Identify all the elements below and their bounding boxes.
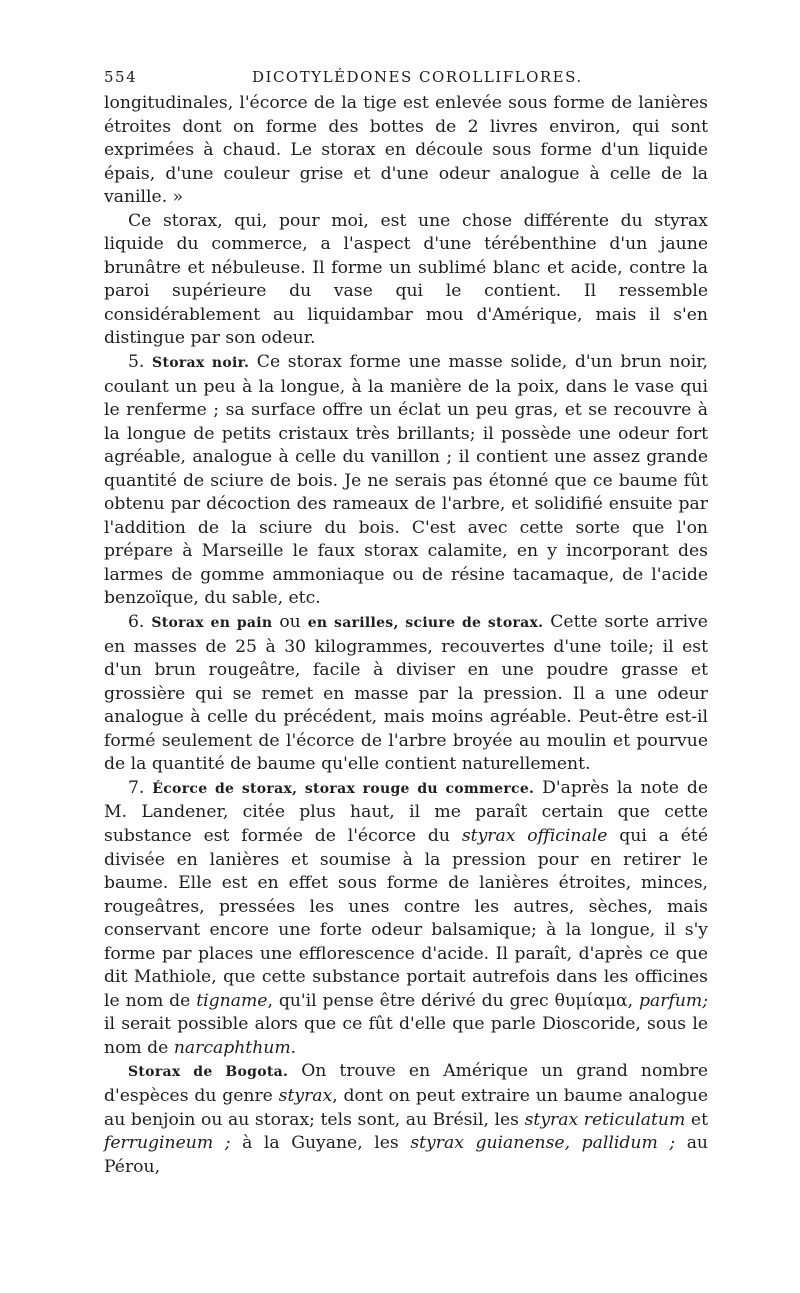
italic-term: styrax reticulatum: [524, 1109, 686, 1130]
paragraph-continued: longitudinales, l'écorce de la tige est enlevée sous forme de lanières étroites dont on forme des bottes de 2 livres environ, qui sont exprimées à chaud. Le storax en découle sous forme d'un liquide épais, d'une couleur grise et d'une odeur analogue à celle de la vanille. »: [104, 93, 708, 208]
text-run: ,: [627, 990, 634, 1011]
document-page: [104, 66, 708, 1179]
italic-term: styrax officinale: [461, 825, 608, 846]
page-number: 554: [104, 68, 138, 86]
paragraph-commentary: Ce storax, qui, pour moi, est une chose différente du styrax liquide du commerce, a l'aspect d'une térébenthine d'un jaune brunâtre et nébuleuse. Il forme un sublimé blanc et acide, contre la paroi supérieure du vase qui le contient. Il ressemble considérablement au liquidambar mou d'Amérique, mais il s'en distingue par son odeur.: [104, 210, 708, 349]
section-storax-en-pain: [104, 611, 708, 777]
section-text: Ce storax forme une masse solide, d'un brun noir, coulant un peu à la longue, à la manière de la poix, dans le vase qui le renferme ; sa surface offre un éclat un peu gras, et se recouvre à la longue de petits cristaux très brillants; il possède une odeur fort agréable, analogue à celle du vanillon ; il contient une assez grande quantité de sciure de bois. Je ne serais pas étonné que ce baume fût obtenu par décoction des rameaux de l'arbre, et solidifié ensuite par l'addition de la sciure du bois. C'est avec cette sorte que l'on prépare à Marseille le faux storax calamite, en y incorporant des larmes de gomme ammoniaque ou de résine tacamaque, de l'acide benzoïque, du sable, etc.: [104, 352, 709, 609]
section-number: 5.: [128, 352, 145, 373]
section-text: Cette sorte arrive en masses de 25 à 30 kilogrammes, recouvertes d'une toile; il est d'un brun rougeâtre, facile à diviser en une poudre grasse et grossière qui se remet en masse par la pression. Il a une odeur analogue à celle du précédent, mais moins agréable. Peut-être est-il formé seulement de l'écorce de l'arbre broyée au moulin et pourvue de la quantité de baume qu'elle contient naturellement.: [104, 612, 708, 775]
text-run: On trouve en Amérique un grand nombre d'espèces du genre: [104, 1061, 708, 1106]
section-heading: Storax de Bogota.: [128, 1064, 289, 1081]
heading-connector: ou: [279, 612, 301, 633]
italic-term: ferrugineum ;: [104, 1133, 231, 1154]
italic-term: parfum;: [639, 990, 709, 1011]
text-run: , dont on peut extraire un baume analogue au benjoin ou au storax; tels sont, au Brésil, les: [104, 1085, 708, 1130]
section-ecorce-de-storax: [104, 777, 708, 1061]
running-title: DICOTYLÉDONES COROLLIFLORES.: [252, 68, 583, 86]
text-run: D'après la note de M. Landener, citée plus haut, il me paraît certain que cette substance est formée de l'écorce du: [104, 777, 708, 846]
text-run: et: [690, 1109, 708, 1130]
section-number: 6.: [128, 612, 145, 633]
greek-word: θυμίαμα: [554, 990, 628, 1011]
section-heading: Storax en pain: [151, 615, 273, 632]
section-storax-noir: [104, 351, 708, 611]
text-run: au Pérou,: [104, 1133, 709, 1177]
section-number: 7.: [128, 777, 145, 798]
italic-term: narcaphthum: [173, 1037, 291, 1058]
text-run: , qu'il pense être dérivé du grec: [267, 990, 549, 1011]
italic-term: tigname: [196, 990, 268, 1011]
italic-term: styrax guianense, pallidum ;: [410, 1133, 676, 1154]
section-storax-de-bogota: [104, 1060, 708, 1179]
section-heading-continued: en sarilles, sciure de storax.: [307, 615, 544, 632]
text-run: à la Guyane, les: [242, 1133, 399, 1154]
running-header: [104, 66, 708, 92]
italic-term: styrax: [278, 1085, 333, 1106]
section-heading: Écorce de storax, storax rouge du commerce.: [152, 780, 535, 797]
text-run: .: [290, 1037, 297, 1058]
text-run: il serait possible alors que ce fût d'elle que parle Dioscoride, sous le nom de: [104, 1014, 708, 1058]
text-run: qui a été divisée en lanières et soumise à la pression pour en retirer le baume. Elle est en effet sous forme de lanières étroites, minces, rougeâtres, pressées les unes contre les autres, sèches, mais conservant encore une forte odeur balsamique; à la longue, il s'y forme par places une efflorescence d'acide. Il paraît, d'après ce que dit Mathiole, que cette substance portait autrefois dans les officines le nom de: [104, 825, 709, 1011]
section-heading: Storax noir.: [152, 355, 250, 372]
